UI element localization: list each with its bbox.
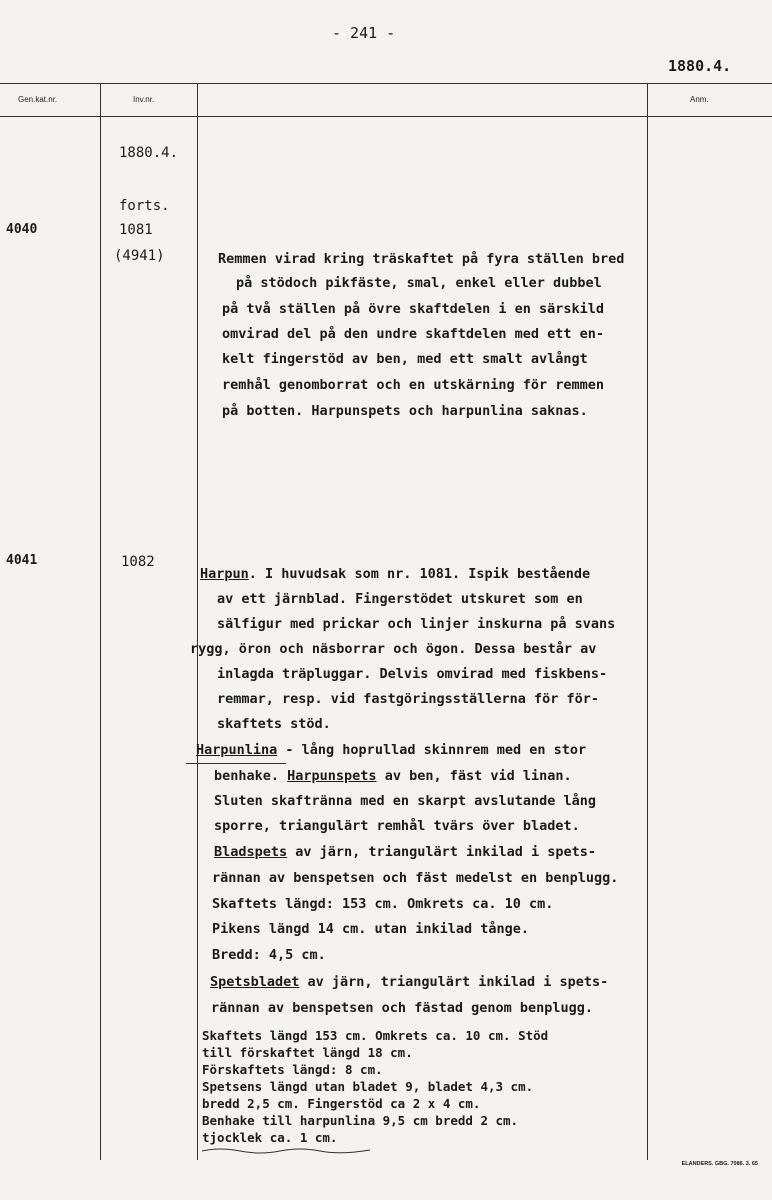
description-line: på stödoch pikfäste, smal, enkel eller dubbel	[236, 275, 602, 291]
column-header-remarks: Anm.	[690, 95, 709, 104]
description-line: Sluten skaftränna med en skarpt avslutande lång	[214, 793, 597, 809]
alt-inventory-number: (4941)	[114, 248, 165, 264]
description-line: av ett järnblad. Fingerstödet utskuret som en	[217, 591, 583, 607]
description-line: rännan av benspetsen och fäst medelst en benplugg.	[212, 870, 619, 886]
description-line: Pikens längd 14 cm. utan inkilad tånge.	[212, 921, 529, 937]
description-line: Skaftets längd: 153 cm. Omkrets ca. 10 cm.	[212, 896, 554, 912]
description-line: sporre, triangulärt remhål tvärs över bladet.	[214, 818, 580, 834]
continued-label: forts.	[119, 198, 170, 214]
series-number: 1880.4.	[119, 145, 179, 161]
description-line: benhake. Harpunspets av ben, fäst vid linan.	[214, 768, 572, 784]
measurement-note: tjocklek ca. 1 cm.	[202, 1130, 338, 1145]
table-top-rule	[0, 83, 772, 84]
description-line: på två ställen på övre skaftdelen i en särskild	[222, 301, 605, 317]
term-harpun: Harpun	[200, 566, 249, 582]
description-line: på botten. Harpunspets och harpunlina saknas.	[222, 403, 588, 419]
description-line: Harpunlina - lång hoprullad skinnrem med en stor	[196, 742, 587, 758]
measurement-note: Förskaftets längd: 8 cm.	[202, 1062, 383, 1077]
term-harpunlina: Harpunlina	[196, 742, 278, 758]
inventory-number: 1081	[119, 222, 153, 238]
description-line: remmar, resp. vid fastgöringsställerna för för-	[217, 691, 600, 707]
description-line: rygg, öron och näsborrar och ögon. Dessa består av	[190, 641, 597, 657]
wavy-underline	[200, 1145, 375, 1155]
description-line: Bladspets av järn, triangulärt inkilad i spets-	[214, 844, 597, 860]
catalog-number: 4041	[6, 553, 38, 568]
header-reference: 1880.4.	[668, 57, 732, 75]
measurement-note: till förskaftet längd 18 cm.	[202, 1045, 413, 1060]
catalog-number: 4040	[6, 222, 38, 237]
column-divider-remarks	[647, 83, 648, 1160]
header-bottom-rule	[0, 116, 772, 117]
description-line: sälfigur med prickar och linjer inskurna på svans	[217, 616, 616, 632]
term-bladspets: Bladspets	[214, 844, 288, 860]
description-line: Bredd: 4,5 cm.	[212, 947, 326, 963]
measurement-note: bredd 2,5 cm. Fingerstöd ca 2 x 4 cm.	[202, 1096, 481, 1111]
inventory-number: 1082	[121, 554, 155, 570]
description-line: rännan av benspetsen och fästad genom benplugg.	[211, 1000, 594, 1016]
printer-footer: ELANDERS. GBG. 7086. 3. 65	[681, 1161, 758, 1167]
description-line: Harpun. I huvudsak som nr. 1081. Ispik bestående	[200, 566, 591, 582]
description-line: inlagda träpluggar. Delvis omvirad med fiskbens-	[217, 666, 608, 682]
measurement-note: Skaftets längd 153 cm. Omkrets ca. 10 cm. Stöd	[202, 1028, 549, 1043]
description-line: omvirad del på den undre skaftdelen med ett en-	[222, 326, 605, 342]
column-header-inventory: Inv.nr.	[133, 95, 155, 104]
column-divider-catalog	[100, 83, 101, 1160]
term-harpunspets: Harpunspets	[287, 768, 377, 784]
column-header-catalog: Gen.kat.nr.	[18, 95, 58, 104]
description-line: skaftets stöd.	[217, 716, 331, 732]
measurement-note: Benhake till harpunlina 9,5 cm bredd 2 cm.	[202, 1113, 519, 1128]
description-line: Remmen virad kring träskaftet på fyra ställen bred	[218, 251, 625, 267]
page-number: - 241 -	[332, 24, 396, 42]
measurement-note: Spetsens längd utan bladet 9, bladet 4,3 cm.	[202, 1079, 534, 1094]
description-line: remhål genomborrat och en utskärning för remmen	[222, 377, 605, 393]
column-divider-inventory	[197, 83, 198, 1160]
term-spetsbladet: Spetsbladet	[210, 974, 300, 990]
description-line: kelt fingerstöd av ben, med ett smalt avlångt	[222, 351, 588, 367]
description-line: Spetsbladet av järn, triangulärt inkilad i spets-	[210, 974, 609, 990]
